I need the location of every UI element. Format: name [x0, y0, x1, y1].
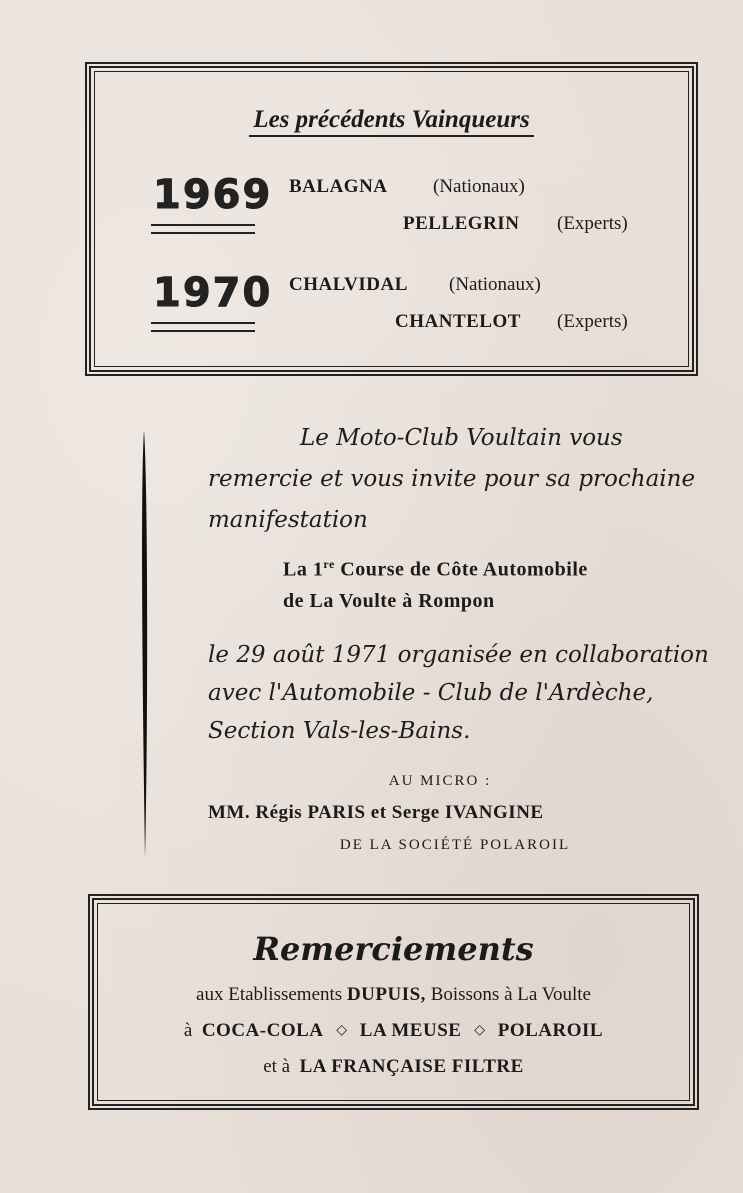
message-line-2: remercie et vous invite pour sa prochaine: [208, 466, 696, 492]
previous-winners-box: [85, 62, 698, 376]
message-line-1: Le Moto-Club Voultain vous: [300, 425, 623, 451]
date-line-2: avec l'Automobile - Club de l'Ardèche,: [208, 680, 654, 706]
sponsor-dupuis: DUPUIS,: [346, 984, 426, 1005]
winner-name: PELLEGRIN: [403, 213, 520, 234]
winners-title: [91, 106, 692, 134]
year-1970: 1970: [153, 270, 273, 316]
winner-name: CHANTELOT: [395, 311, 521, 332]
thanks-line-3-prefix: et à: [263, 1056, 291, 1077]
thanks-line-1: [94, 984, 693, 1006]
event-line-1: La 1re Course de Côte Automobile: [283, 557, 588, 581]
winner-category: (Experts): [557, 311, 628, 332]
speakers: MM. Régis PARIS et Serge IVANGINE: [208, 802, 544, 823]
thanks-title: Remerciements: [253, 930, 534, 968]
year-1969: 1969: [153, 172, 273, 218]
date-line-3: Section Vals-les-Bains.: [208, 718, 471, 744]
year-underline: [151, 322, 255, 332]
micro-label: AU MICRO :: [388, 773, 492, 789]
thanks-box: [88, 894, 699, 1110]
sponsor-la-meuse: LA MEUSE: [359, 1020, 462, 1041]
year-underline: [151, 224, 255, 234]
date-line-1: le 29 août 1971 organisée en collaboration: [208, 642, 709, 668]
message-line-3: manifestation: [208, 507, 368, 533]
thanks-line-3: [94, 1056, 693, 1078]
diamond-separator-icon: ◇: [336, 1023, 348, 1038]
winners-title-text: Les précédents Vainqueurs: [249, 106, 533, 137]
society-line: DE LA SOCIÉTÉ POLAROIL: [339, 837, 571, 853]
event-line-2: de La Voulte à Rompon: [283, 590, 495, 612]
sponsor-polaroil: POLAROIL: [497, 1020, 604, 1041]
sponsor-la-francaise-filtre: LA FRANÇAISE FILTRE: [299, 1056, 524, 1077]
thanks-line-2: [94, 1020, 693, 1042]
winner-category: (Nationaux): [433, 176, 525, 197]
winner-category: (Nationaux): [449, 274, 541, 295]
thanks-line-1-prefix: aux Etablissements: [196, 984, 343, 1005]
thanks-line-1-suffix: Boissons à La Voulte: [430, 984, 591, 1005]
decorative-vertical-bar: [139, 430, 149, 858]
winner-category: (Experts): [557, 213, 628, 234]
winner-name: BALAGNA: [289, 176, 388, 197]
sponsor-coca-cola: COCA-COLA: [201, 1020, 324, 1041]
diamond-separator-icon: ◇: [474, 1023, 485, 1038]
thanks-line-2-prefix: à: [183, 1020, 193, 1041]
winner-name: CHALVIDAL: [289, 274, 408, 295]
